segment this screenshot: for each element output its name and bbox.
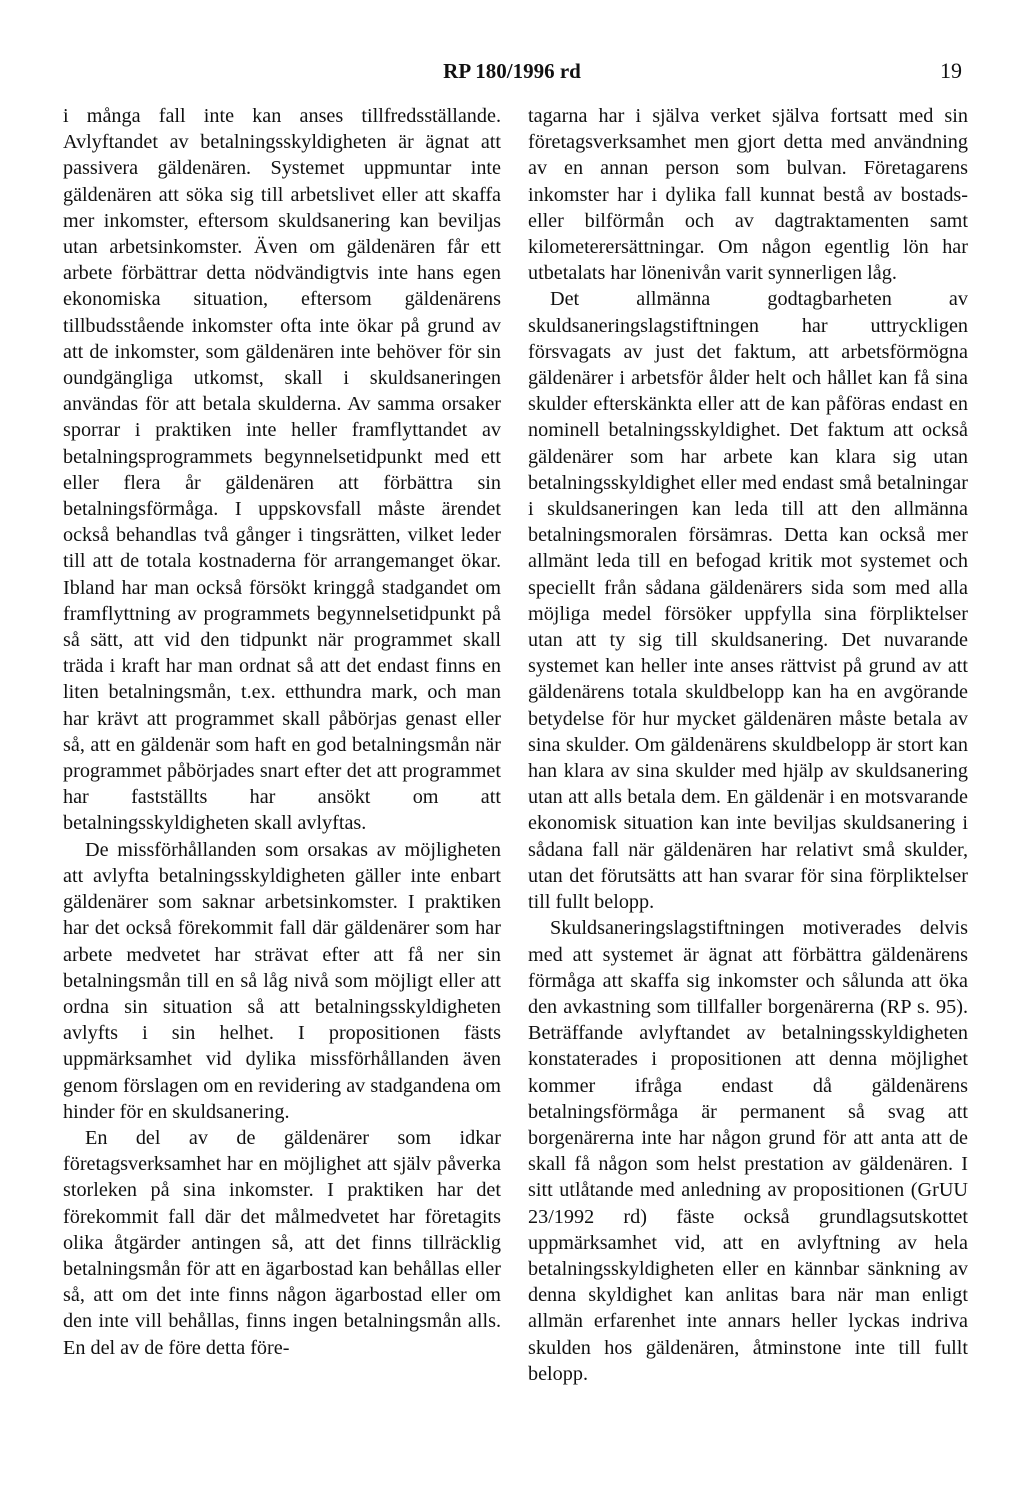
paragraph: i många fall inte kan anses tillfredsställande. Avlyftandet av betalningsskyldigheten är ägnat att passivera gäldenären. Systemet uppmuntar inte gäldenären att söka sig till arbetslivet eller att skaffa mer inkomster, eftersom skuldsanering kan beviljas utan arbetsinkomster. Även om gäldenären får ett arbete förbättrar detta nödvändigtvis inte hans egen ekonomiska situation, eftersom gäldenärens tillbudsstående inkomster ofta inte ökar på grund av att de inkomster, som gäldenären inte behöver för sin oundgängliga utkomst, skall i skuldsaneringen användas för att betala skulderna. Av samma orsaker sporrar i praktiken inte heller framflyttandet av betalningsprogrammets begynnelsetidpunkt med ett eller flera år gäldenären att förbättra sin betalningsförmåga. I uppskovsfall måste ärendet också behandlas två gånger i tingsrätten, vilket leder till att de totala kostnaderna för arrangemanget ökar. Ibland har man också försökt kringgå stadgandet om framflyttning av programmets begynnelsetidpunkt på så sätt, att vid den tidpunkt när programmet skall träda i kraft har man ordnat så att det endast finns en liten betalningsmån, t.ex. etthundra mark, och man har krävt att programmet skall påbörjas genast eller så, att en gäldenär som haft en god betalningsmån när programmet påbörjades snart efter det att programmet har fastställts har ansökt om att betalningsskyldigheten skall avlyftas. [63, 105, 501, 835]
running-header-title: RP 180/1996 rd [443, 59, 581, 83]
paragraph: En del av de gäldenärer som idkar företagsverksamhet har en möjlighet att själv påverka storleken på sina inkomster. I praktiken har det förekommit fall där det målmedvetet har företagits olika åtgärder antingen så, att det finns tillräcklig betalningsmån för att en ägarbostad kan behållas eller så, att om det inte finns någon ägarbostad eller om den inte vill behållas, finns ingen betalningsmån alls. En del av de före detta före- [63, 1126, 501, 1359]
page-header [0, 56, 1024, 86]
paragraph: tagarna har i själva verket själva fortsatt med sin företagsverksamhet men gjort detta med användning av en annan person som bulvan. Företagarens inkomster har i dylika fall kunnat bestå av bostads- eller bilförmån och av dagtraktamenten samt kilometerersättningar. Om någon egentlig lön har utbetalats har lönenivån varit synnerligen låg. [528, 105, 968, 285]
paragraph: Skuldsaneringslagstiftningen motiverades delvis med att systemet är ägnat att förbättra gäldenärens förmåga att skaffa sig inkomster och sålunda att öka den avkastning som tillfaller borgenärerna (RP s. 95). Beträffande avlyftandet av betalningsskyldigheten konstaterades i propositionen att denna möjlighet kommer ifråga endast då gäldenärens betalningsförmåga är permanent så svag att borgenärerna inte har någon grund för att anta att de skall få någon som helst prestation av gäldenären. I sitt utlåtande med anledning av propositionen (GrUU 23/1992 rd) fäste också grundlagsutskottet uppmärksamhet vid, att en avlyftning av hela betalningsskyldigheten eller en kännbar sänkning av denna skyldighet kan anlitas bara när man enligt allmän erfarenhet inte annars heller lyckas indriva skulden hos gäldenären, åtminstone inte till fullt belopp. [528, 917, 968, 1385]
paragraph: Det allmänna godtagbarheten av skuldsaneringslagstiftningen har uttryckligen försvagats av just det faktum, att arbetsförmögna gäldenärer i arbetsför ålder helt och hållet kan få sina skulder efterskänkta eller att de kan påföras endast en nominell betalningsskyldighet. Det faktum att också gäldenärer som har arbete kan klara sig utan betalningsskyldighet eller med endast små betalningar i skuldsaneringen kan leda till att den allmänna betalningsmoralen försämras. Detta kan också mer allmänt leda till en befogad kritik mot systemet och speciellt från sådana gäldenärers sida som med alla möjliga medel försöker uppfylla sina förpliktelser utan att ty sig till skuldsanering. Det nuvarande systemet kan heller inte anses rättvist på grund av att gäldenärens totala skuldbelopp kan ha en avgörande betydelse för hur mycket gäldenären måste betala av sina skulder. Om gäldenärens skuldbelopp är stort kan han klara av sina skulder med hjälp av skuldsanering utan att alls betala dem. En gäldenär i en motsvarande ekonomisk situation kan inte beviljas skuldsanering i sådana fall när gäldenären har relativt små skulder, utan det förutsätts att han svarar för sina förpliktelser till fullt belopp. [528, 288, 968, 914]
paragraph: De missförhållanden som orsakas av möjligheten att avlyfta betalningsskyldigheten gäller inte enbart gäldenärer som saknar arbetsinkomster. I praktiken har det också förekommit fall där gäldenärer som har arbete medvetet har strävat efter att få ner sin betalningsmån till en så låg nivå som möjligt eller att ordna sin situation så att betalningsskyldigheten avlyfts i sin helhet. I propositionen fästs uppmärksamhet vid dylika missförhållanden även genom förslagen om en revidering av stadgandena om hinder för en skuldsanering. [63, 838, 501, 1123]
right-column [528, 103, 968, 1387]
left-column [63, 103, 501, 1361]
page-number: 19 [940, 58, 962, 83]
